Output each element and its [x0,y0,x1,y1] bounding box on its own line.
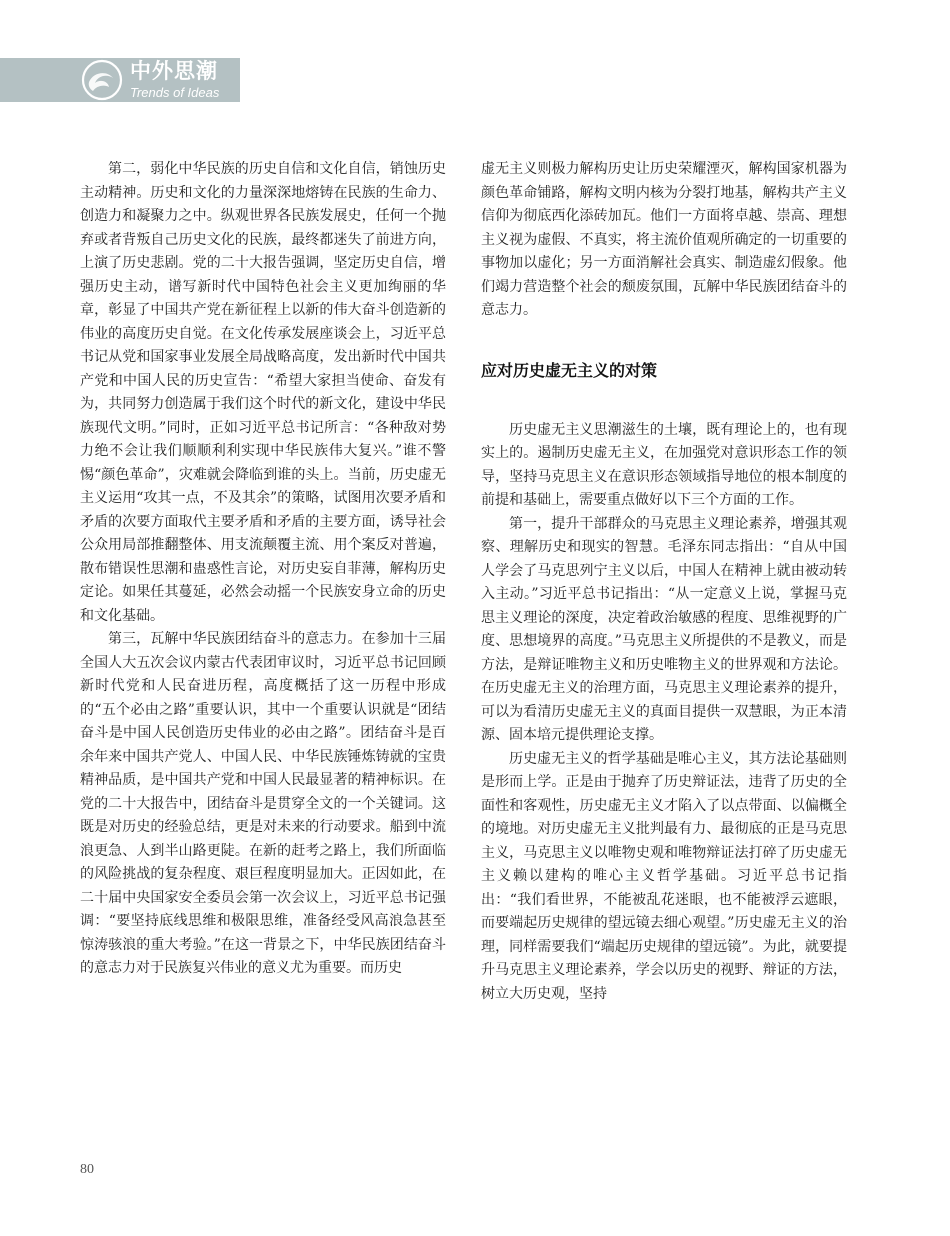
paragraph: 第一，提升干部群众的马克思主义理论素养，增强其观察、理解历史和现实的智慧。毛泽东同志指出：“自从中国人学会了马克思列宁主义以后，中国人在精神上就由被动转入主动。”习近平总书记指出：“从一定意义上说，掌握马克思主义理论的深度，决定着政治敏感的程度、思维视野的广度、思想境界的高度。”马克思主义所提供的不是教义，而是方法，是辩证唯物主义和历史唯物主义的世界观和方法论。在历史虚无主义的治理方面，马克思主义理论素养的提升，可以为看清历史虚无主义的真面目提供一双慧眼，为正本清源、固本培元提供理论支撑。 [481,515,847,743]
paragraph: 第三，瓦解中华民族团结奋斗的意志力。在参加十三届全国人大五次会议内蒙古代表团审议时，习近平总书记回顾新时代党和人民奋进历程，高度概括了这一历程中形成的“五个必由之路”重要认识，其中一个重要认识就是“团结奋斗是中国人民创造历史伟业的必由之路”。团结奋斗是百余年来中国共产党人、中国人民、中华民族锤炼铸就的宝贵精神品质，是中国共产党和中国人民最显著的精神标识。在党的二十大报告中，团结奋斗是贯穿全文的一个关键词。这既是对历史的经验总结，更是对未来的行动要求。船到中流浪更急、人到半山路更陡。在新的赶考之路上，我们所面临的风险挑战的复杂程度、艰巨程度明显加大。正因如此，在二十届中央国家安全委员会第一次会议上，习近平总书记强调：“要坚持底线思维和极限思维，准备经受风高浪急甚至惊涛骇浪的重大考验。”在这一背景之下，中华民族团结奋斗的意志力对于民族复兴伟业的意义尤为重要。而历史 [80,631,446,976]
continued-paragraph: 虚无主义则极力解构历史让历史荣耀湮灭，解构国家机器为颜色革命铺路，解构文明内核为分裂打地基，解构共产主义信仰为彻底西化添砖加瓦。他们一方面将卓越、崇高、理想主义视为虚假、不真实，将主流价值观所确定的一切重要的事物加以虚化；另一方面消解社会真实、制造虚幻假象。他们竭力营造整个社会的颓废氛围，瓦解中华民族团结奋斗的意志力。 [481,161,847,318]
section-heading: 应对历史虚无主义的对策 [481,360,658,380]
paragraph: 第二，弱化中华民族的历史自信和文化自信，销蚀历史主动精神。历史和文化的力量深深地熔铸在民族的生命力、创造力和凝聚力之中。纵观世界各民族发展史，任何一个抛弃或者背叛自己历史文化的民族，最终都迷失了前进方向，上演了历史悲剧。党的二十大报告强调，坚定历史自信，增强历史主动，谱写新时代中国特色社会主义更加绚丽的华章，彰显了中国共产党在新征程上以新的伟大奋斗创造新的伟业的高度历史自觉。在文化传承发展座谈会上，习近平总书记从党和国家事业发展全局战略高度，发出新时代中国共产党和中国人民的历史宣告：“希望大家担当使命、奋发有为，共同努力创造属于我们这个时代的新文化，建设中华民族现代文明。”同时，正如习近平总书记所言：“各种敌对势力绝不会让我们顺顺利利实现中华民族伟大复兴。”谁不警惕“颜色革命”，灾难就会降临到谁的头上。当前，历史虚无主义运用“攻其一点，不及其余”的策略，试图用次要矛盾和矛盾的次要方面取代主要矛盾和矛盾的主要方面，诱导社会公众用局部推翻整体、用支流颠覆主流、用个案反对普遍，散布错误性思潮和蛊惑性言论，对历史妄自菲薄，解构历史定论。如果任其蔓延，必然会动摇一个民族安身立命的历史和文化基础。 [80,161,446,624]
paragraph: 历史虚无主义的哲学基础是唯心主义，其方法论基础则是形而上学。正是由于抛弃了历史辩证法，违背了历史的全面性和客观性，历史虚无主义才陷入了以点带面、以偏概全的境地。对历史虚无主义批判最有力、最彻底的正是马克思主义，马克思主义以唯物史观和唯物辩证法打碎了历史虚无主义赖以建构的唯心主义哲学基础。习近平总书记指出：“我们看世界，不能被乱花迷眼，也不能被浮云遮眼，而要端起历史规律的望远镜去细心观望。”历史虚无主义的治理，同样需要我们“端起历史规律的望远镜”。为此，就要提升马克思主义理论素养，学会以历史的视野、辩证的方法，树立大历史观，坚持 [481,750,847,1002]
journal-title-en: Trends of Ideas [130,85,220,100]
page-number: 80 [80,1162,94,1177]
left-column [80,158,446,981]
right-column [481,158,847,1006]
paragraph: 历史虚无主义思潮滋生的土壤，既有理论上的，也有现实上的。遏制历史虚无主义，在加强党对意识形态工作的领导，坚持马克思主义在意识形态领域指导地位的根本制度的前提和基础上，需要重点做好以下三个方面的工作。 [481,421,847,508]
journal-title: 中外思潮 [130,59,218,83]
logo-swirl-icon [80,58,124,102]
